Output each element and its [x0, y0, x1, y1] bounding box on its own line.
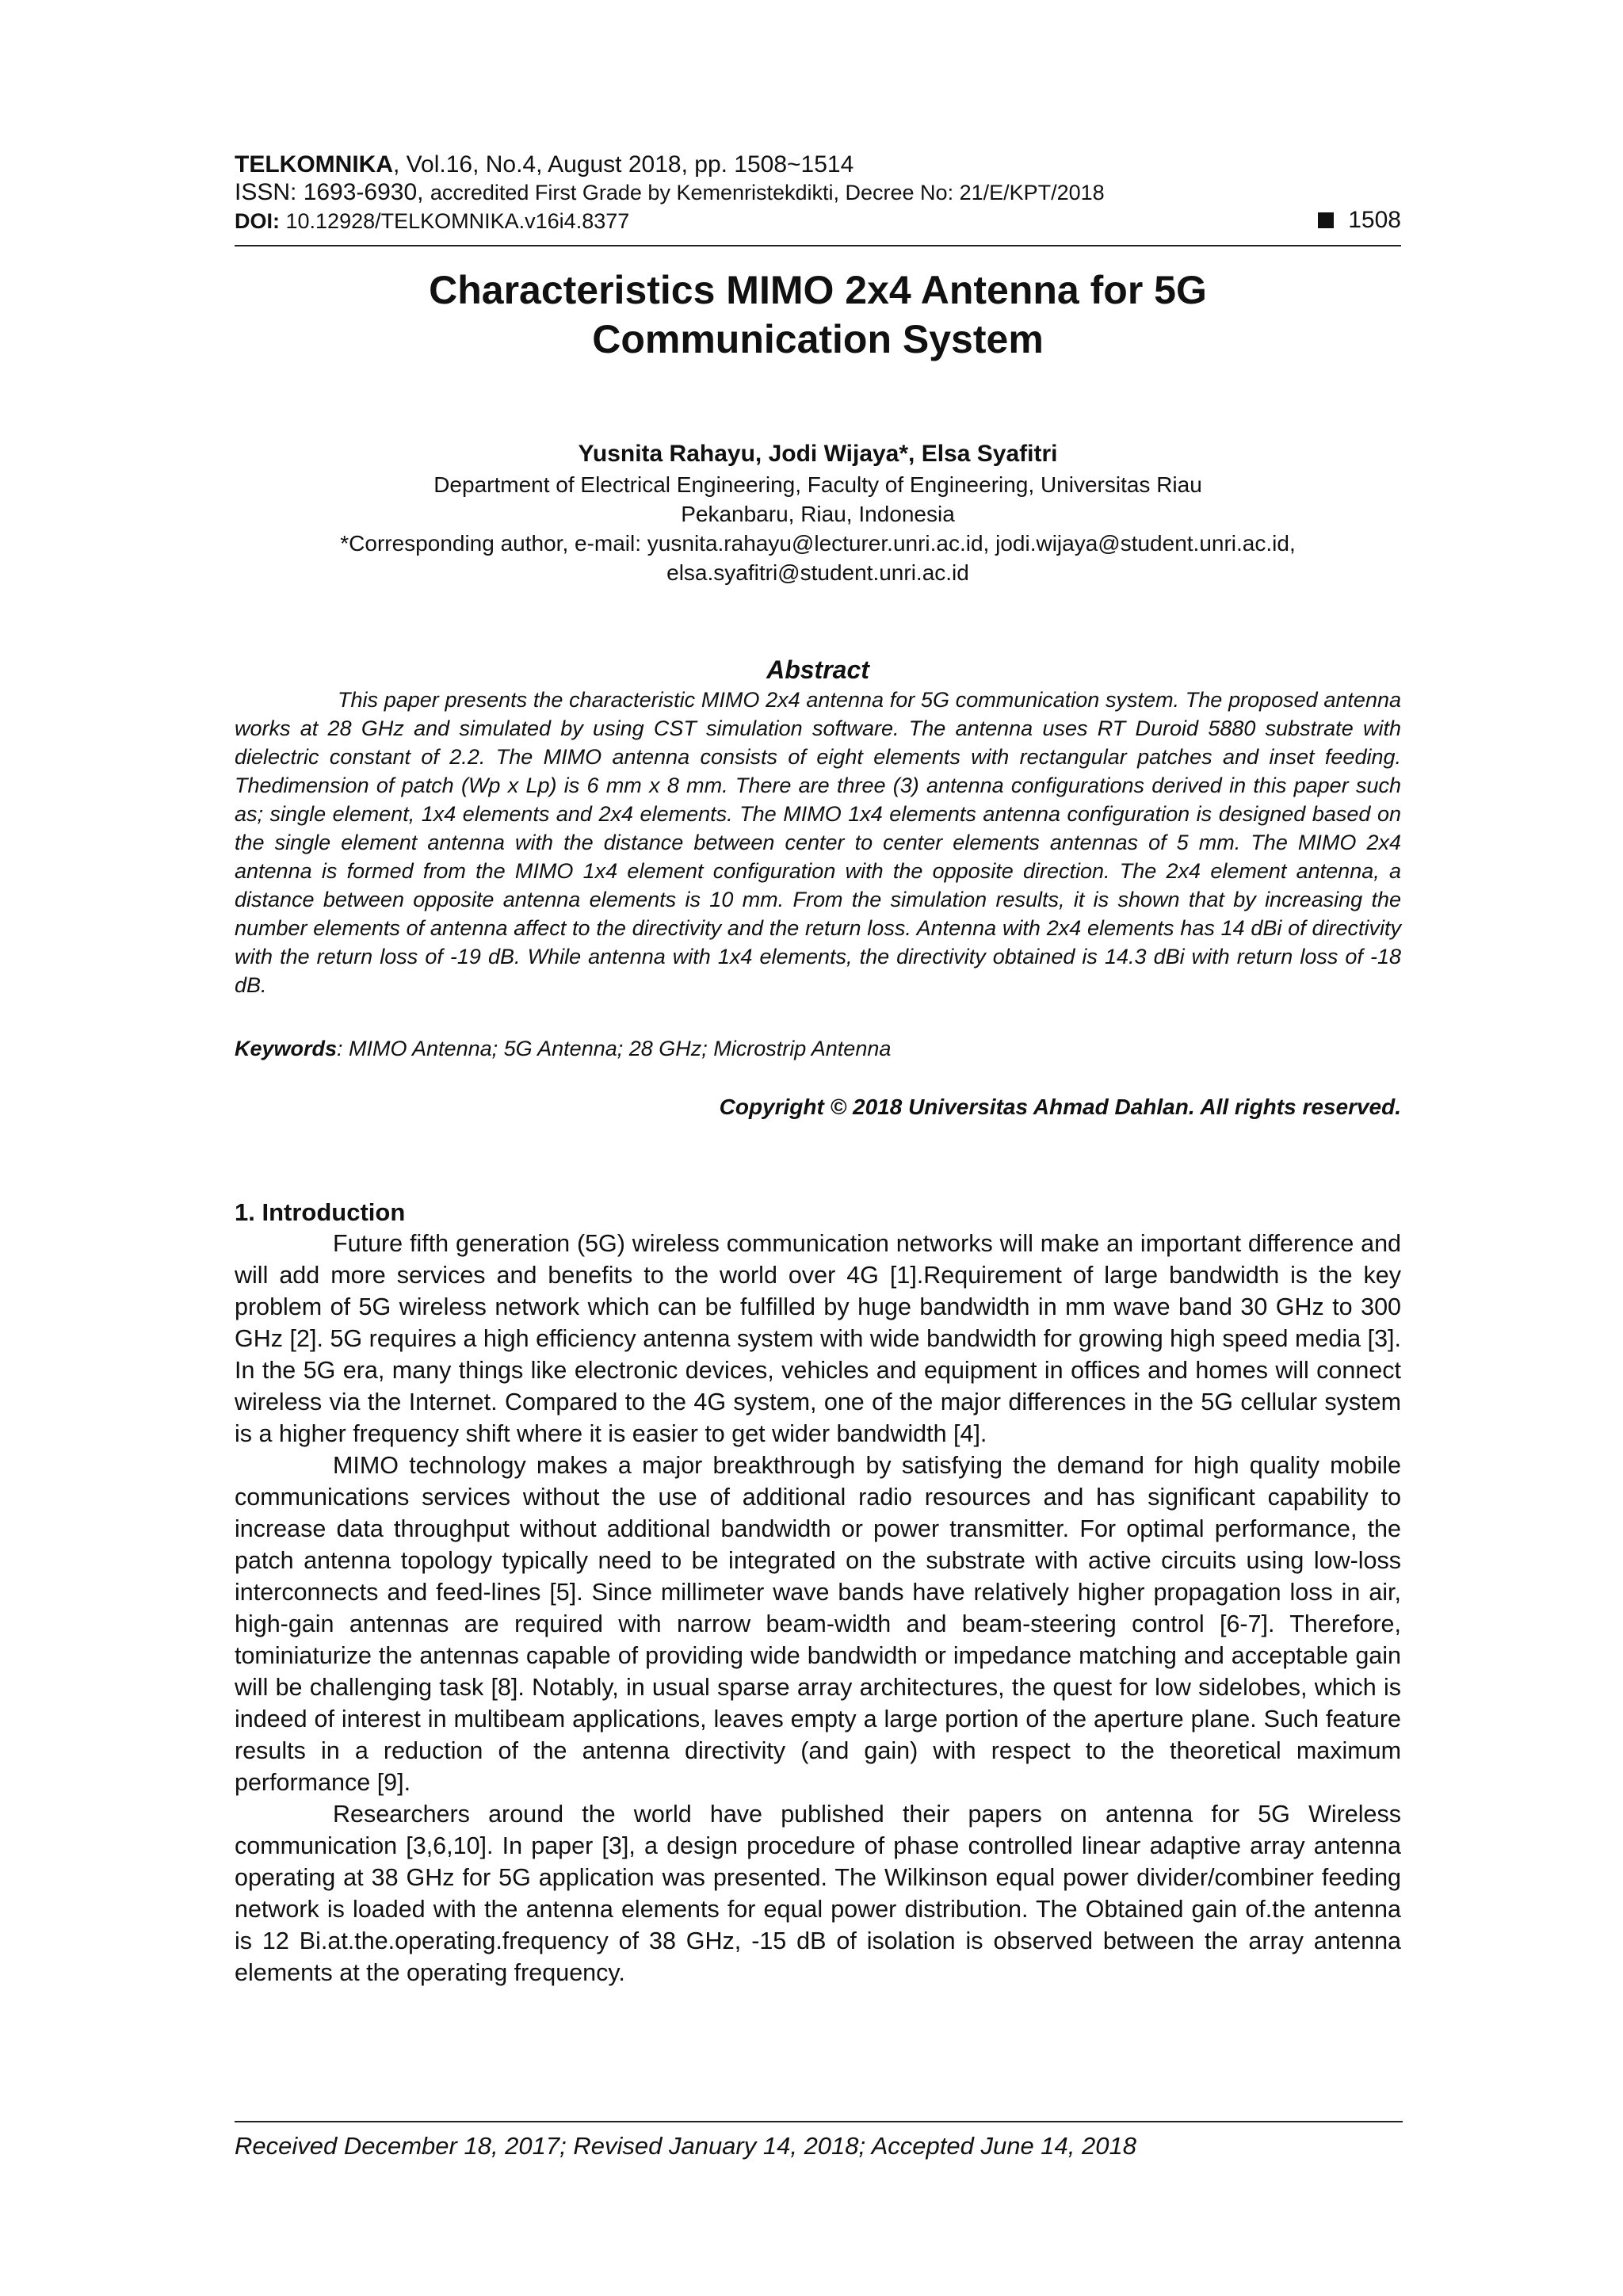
keywords-label: Keywords	[235, 1037, 338, 1060]
received-dates-footer: Received December 18, 2017; Revised January 14, 2018; Accepted June 14, 2018	[235, 2121, 1403, 2162]
section-heading-introduction: 1. Introduction	[235, 1198, 406, 1226]
paper-title: Characteristics MIMO 2x4 Antenna for 5G Communication System	[429, 268, 1207, 361]
accreditation: accredited First Grade by Kemenristekdikti, Decree No: 21/E/KPT/2018	[430, 181, 1105, 204]
keywords	[235, 1034, 1401, 1063]
volume-info: , Vol.16, No.4, August 2018, pp. 1508~1514	[392, 151, 854, 178]
corresponding-author: *Corresponding author, e-mail: yusnita.rahayu@lecturer.unri.ac.id, jodi.wijaya@student.unri.ac.id,	[340, 531, 1296, 556]
authors: Yusnita Rahayu, Jodi Wijaya*, Elsa Syafitri	[578, 441, 1058, 467]
abstract-text: This paper presents the characteristic MIMO 2x4 antenna for 5G communication system. The proposed antenna works at 28 GHz and simulated by using CST simulation software. The antenna uses RT Duroid 5880 substrate with dielectric constant of 2.2. The MIMO antenna consists of eight elements with rectangular patches and inset feeding. Thedimension of patch (Wp x Lp) is 6 mm x 8 mm. There are three (3) antenna configurations derived in this paper such as; single element, 1x4 elements and 2x4 elements. The MIMO 1x4 elements antenna configuration is designed based on the single element antenna with the distance between center to center elements antennas of 5 mm. The MIMO 2x4 antenna is formed from the MIMO 1x4 element configuration with the opposite direction. The 2x4 element antenna, a distance between opposite antenna elements is 10 mm. From the simulation results, it is shown that by increasing the number elements of antenna affect to the directivity and the return loss. Antenna with 2x4 elements has 14 dBi of directivity with the return loss of -19 dB. While antenna with 1x4 elements, the directivity obtained is 14.3 dBi with return loss of -18 dB.	[235, 688, 1401, 997]
copyright-notice: Copyright © 2018 Universitas Ahmad Dahlan. All rights reserved.	[719, 1095, 1401, 1119]
paper-page	[235, 151, 1401, 1988]
doi-row	[235, 206, 1401, 246]
journal-header	[235, 151, 1401, 246]
affiliation-department: Department of Electrical Engineering, Faculty of Engineering, Universitas Riau	[433, 472, 1202, 497]
doi-line	[235, 207, 629, 235]
keywords-text: : MIMO Antenna; 5G Antenna; 28 GHz; Microstrip Antenna	[337, 1037, 892, 1060]
doi-value[interactable]: 10.12928/TELKOMNIKA.v16i4.8377	[285, 209, 630, 233]
affiliation-location: Pekanbaru, Riau, Indonesia	[681, 502, 955, 526]
journal-name: TELKOMNIKA	[235, 151, 393, 178]
page-number: 1508	[1348, 207, 1401, 233]
doi-label: DOI:	[235, 209, 286, 233]
corresponding-author-email-2: elsa.syafitri@student.unri.ac.id	[666, 560, 969, 585]
page-number-block	[1318, 206, 1401, 235]
body-paragraph: Future fifth generation (5G) wireless communication networks will make an important difference and will add more services and benefits to the world over 4G [1].Requirement of large bandwidth is the key problem of 5G wireless network which can be fulfilled by huge bandwidth in mm wave band 30 GHz to 300 GHz [2]. 5G requires a high efficiency antenna system with wide bandwidth for growing high speed media [3]. In the 5G era, many things like electronic devices, vehicles and equipment in offices and homes will connect wireless via the Internet. Compared to the 4G system, one of the major differences in the 5G cellular system is a higher frequency shift where it is easier to get wider bandwidth [4].	[235, 1230, 1401, 1447]
abstract-heading: Abstract	[766, 655, 869, 684]
issn: ISSN: 1693-6930,	[235, 179, 430, 205]
body-paragraph: Researchers around the world have published their papers on antenna for 5G Wireless communication [3,6,10]. In paper [3], a design procedure of phase controlled linear adaptive array antenna operating at 38 GHz for 5G application was presented. The Wilkinson equal power divider/combiner feeding network is loaded with the antenna elements for equal power distribution. The Obtained gain of.the antenna is 12 Bi.at.the.operating.frequency of 38 GHz, -15 dB of isolation is observed between the array antenna elements at the operating frequency.	[235, 1801, 1401, 1986]
issn-line	[235, 179, 1401, 206]
square-bullet-icon	[1318, 212, 1334, 228]
body-paragraph: MIMO technology makes a major breakthrough by satisfying the demand for high quality mobile communications services without the use of additional radio resources and has significant capability to increase data throughput without additional bandwidth or power transmitter. For optimal performance, the patch antenna topology typically need to be integrated on the substrate with active circuits using low-loss interconnects and feed-lines [5]. Since millimeter wave bands have relatively higher propagation loss in air, high-gain antennas are required with narrow beam-width and beam-steering control [6-7]. Therefore, tominiaturize the antennas capable of providing wide bandwidth or impedance matching and acceptable gain will be challenging task [8]. Notably, in usual sparse array architectures, the quest for low sidelobes, which is indeed of interest in multibeam applications, leaves empty a large portion of the aperture plane. Such feature results in a reduction of the antenna directivity (and gain) with respect to the theoretical maximum performance [9].	[235, 1452, 1401, 1796]
journal-line	[235, 151, 1401, 179]
